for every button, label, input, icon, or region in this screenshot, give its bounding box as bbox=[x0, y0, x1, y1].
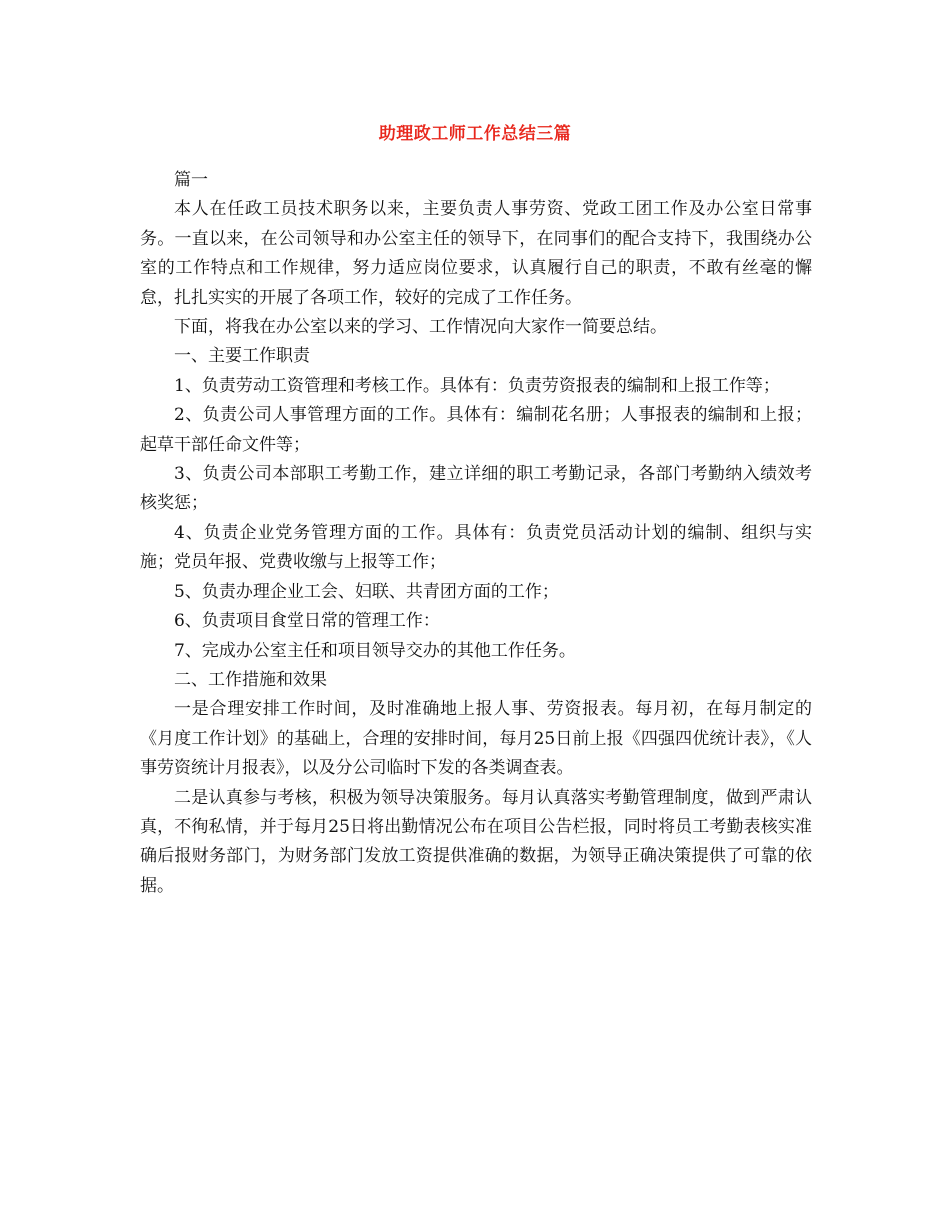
duty-item-5: 5、负责办理企业工会、妇联、共青团方面的工作； bbox=[174, 581, 559, 602]
section-heading-main-duties: 一、主要工作职责 bbox=[174, 346, 310, 367]
document-title: 助理政工师工作总结三篇 bbox=[378, 124, 572, 144]
paragraph-summary-intro: 下面，将我在办公室以来的学习、工作情况向大家作一简要总结。 bbox=[174, 317, 667, 338]
duty-item-1: 1、负责劳动工资管理和考核工作。具体有：负责劳资报表的编制和上报工作等； bbox=[174, 375, 780, 396]
duty-item-6: 6、负责项目食堂日常的管理工作： bbox=[174, 611, 440, 632]
document-body bbox=[140, 166, 812, 901]
duty-item-2: 2、负责公司人事管理方面的工作。具体有：编制花名册；人事报表的编制和上报；起草干部任命文件等； bbox=[140, 405, 812, 455]
section-heading-part-one: 篇一 bbox=[174, 170, 208, 190]
duty-item-4: 4、负责企业党务管理方面的工作。具体有：负责党员活动计划的编制、组织与实施；党员年报、党费收缴与上报等工作； bbox=[140, 522, 812, 573]
duty-item-7: 7、完成办公室主任和项目领导交办的其他工作任务。 bbox=[174, 640, 576, 661]
paragraph-measure-2: 二是认真参与考核，积极为领导决策服务。每月认真落实考勤管理制度，做到严肃认真，不徇私情，并于每月25日将出勤情况公布在项目公告栏报，同时将员工考勤表核实准确后报财务部门，为财务部门发放工资提供准确的数据，为领导正确决策提供了可靠的依据。 bbox=[140, 787, 812, 896]
paragraph-measure-1: 一是合理安排工作时间，及时准确地上报人事、劳资报表。每月初，在每月制定的《月度工作计划》的基础上，合理的安排时间，每月25日前上报《四强四优统计表》，《人事劳资统计月报表》，以及分公司临时下发的各类调查表。 bbox=[140, 699, 812, 779]
section-heading-measures: 二、工作措施和效果 bbox=[174, 669, 327, 690]
duty-item-3: 3、负责公司本部职工考勤工作，建立详细的职工考勤记录，各部门考勤纳入绩效考核奖惩； bbox=[140, 464, 812, 514]
paragraph-introduction: 本人在任政工员技术职务以来，主要负责人事劳资、党政工团工作及办公室日常事务。一直以来，在公司领导和办公室主任的领导下，在同事们的配合支持下，我围绕办公室的工作特点和工作规律，努力适应岗位要求，认真履行自己的职责，不敢有丝毫的懈怠，扎扎实实的开展了各项工作，较好的完成了工作任务。 bbox=[140, 199, 812, 308]
